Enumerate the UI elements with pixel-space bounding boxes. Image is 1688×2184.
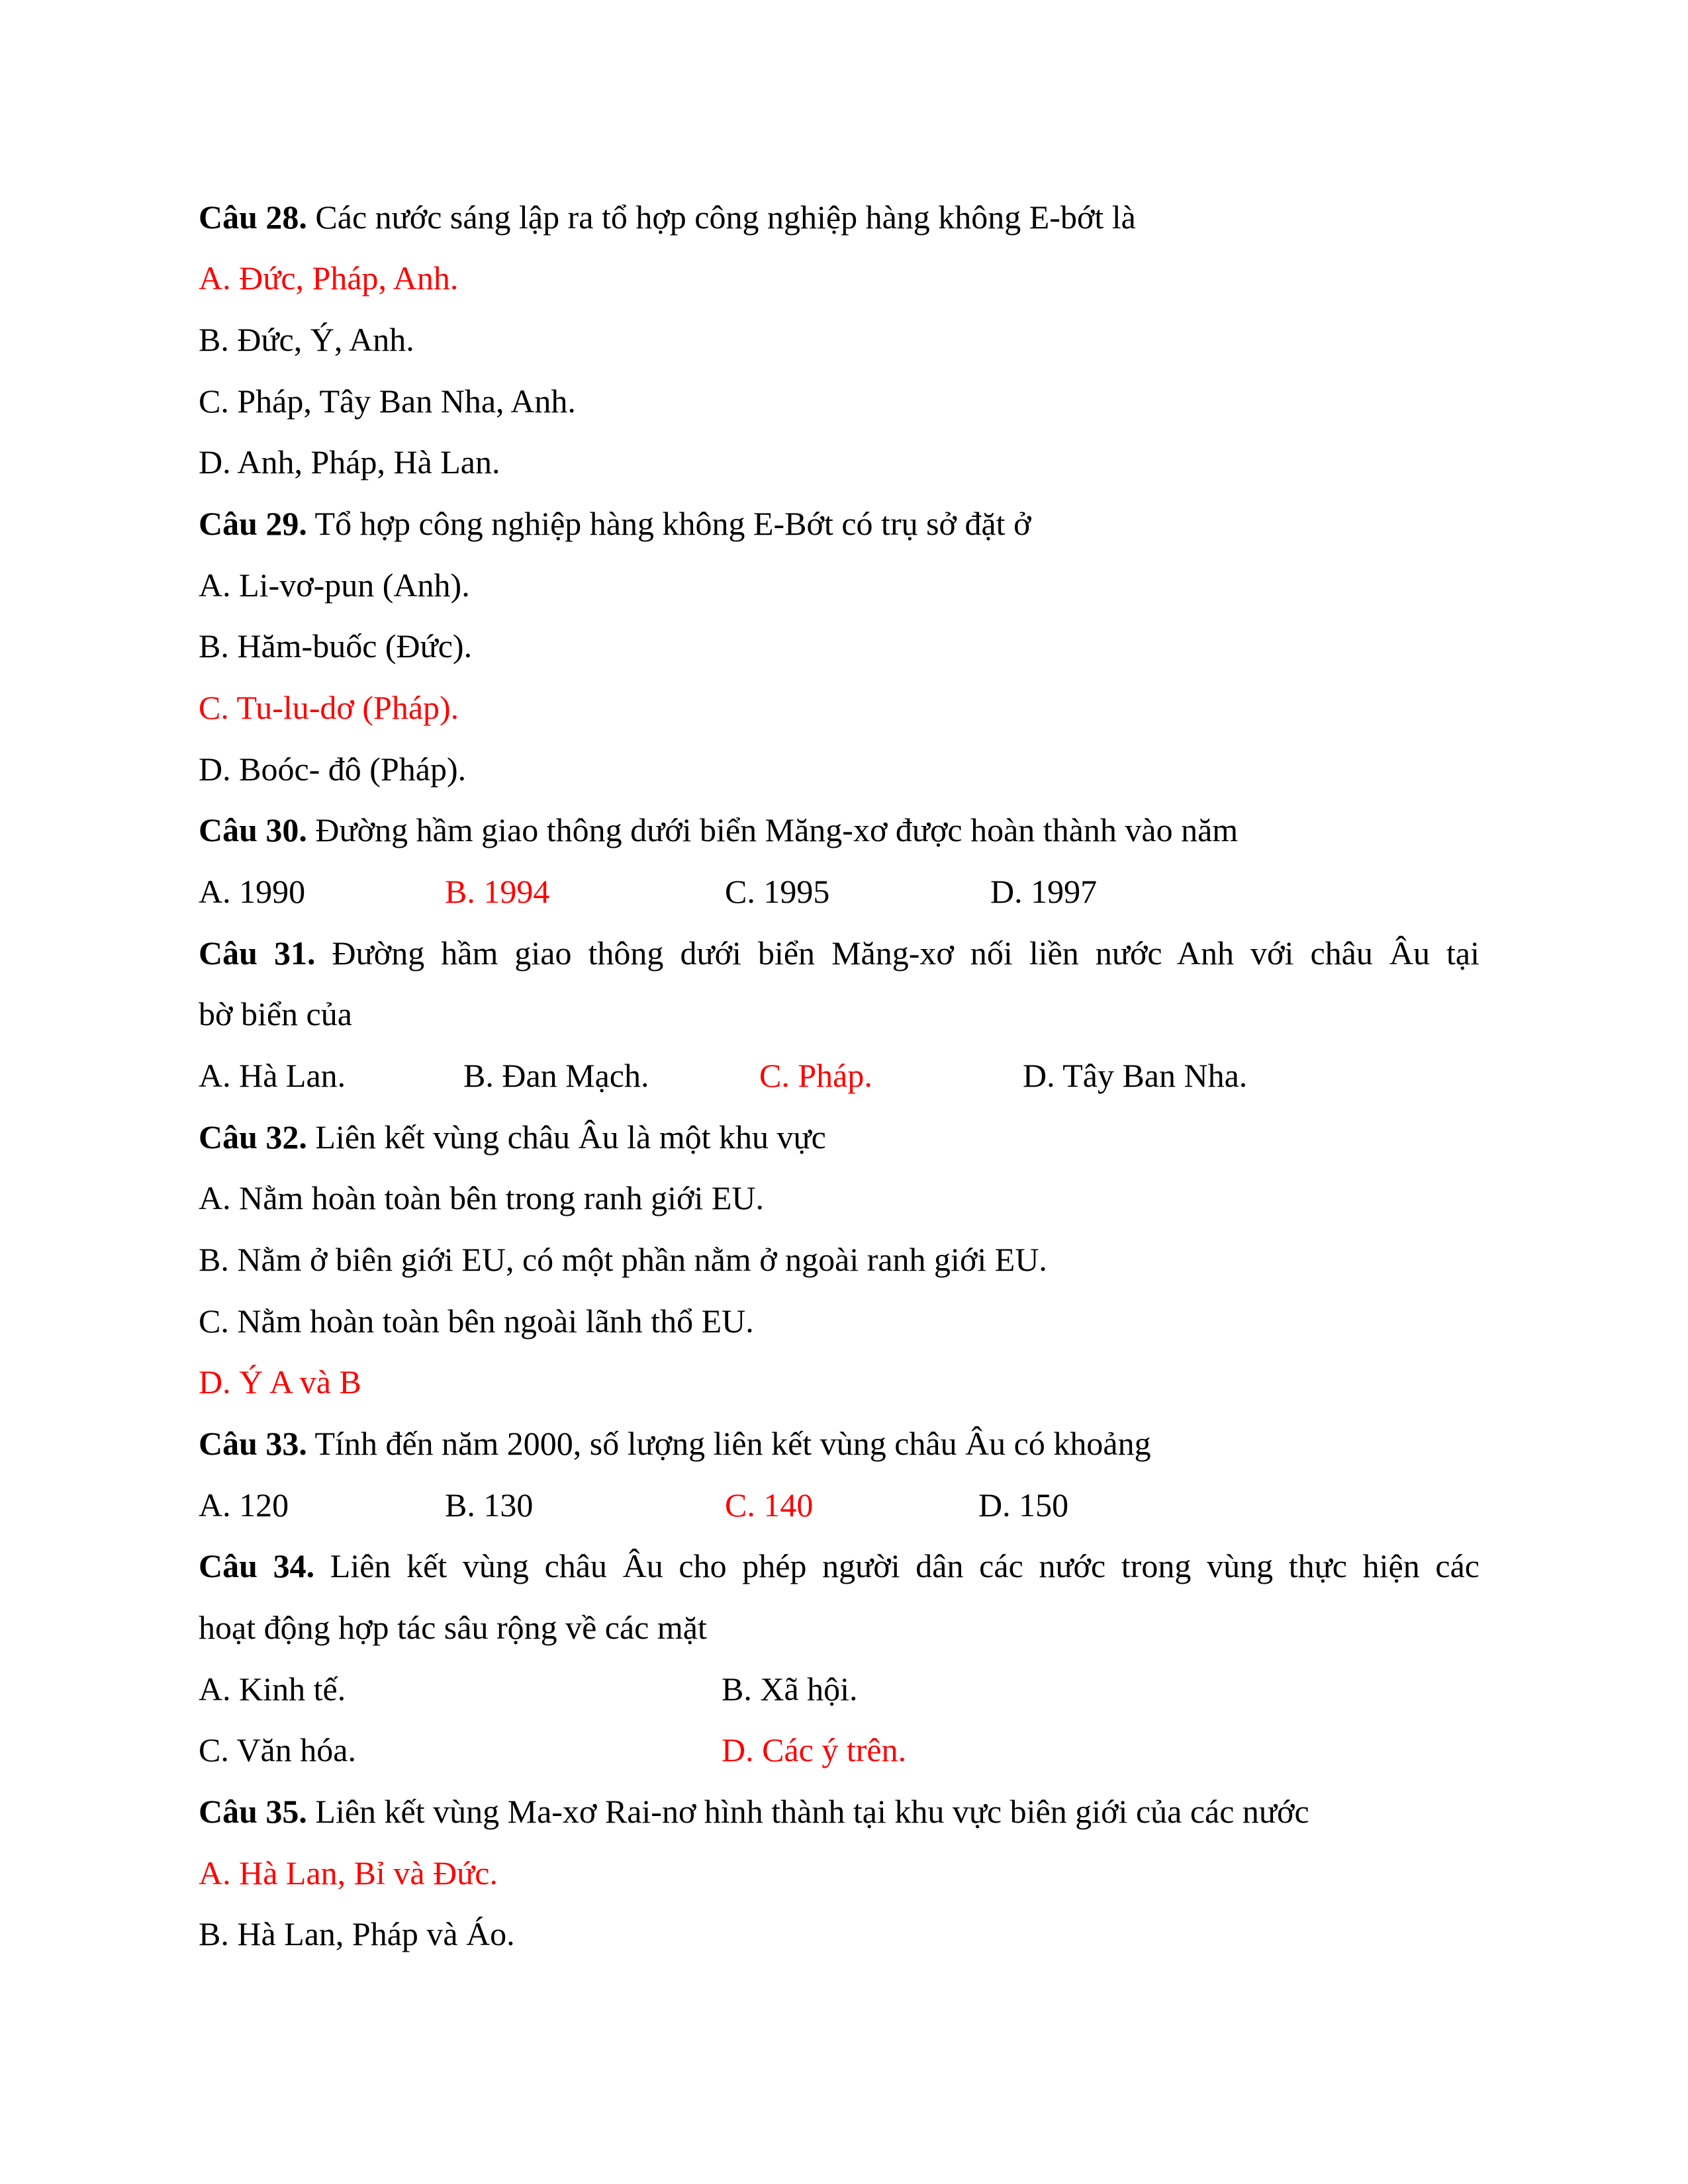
question-33-option-a: A. 120	[199, 1486, 289, 1524]
question-28-option-d: D. Anh, Pháp, Hà Lan.	[199, 443, 500, 480]
question-34	[199, 1546, 1479, 1586]
question-34-label: Câu 34.	[199, 1547, 315, 1584]
question-30-option-d: D. 1997	[990, 873, 1098, 910]
question-35-label: Câu 35.	[199, 1793, 307, 1830]
question-35-text: Liên kết vùng Ma-xơ Rai-nơ hình thành tại khu vực biên giới của các nước	[315, 1793, 1309, 1830]
question-30-label: Câu 30.	[199, 811, 307, 848]
question-28-option-a: A. Đức, Pháp, Anh.	[199, 259, 459, 296]
question-30	[199, 810, 1238, 850]
question-32	[199, 1117, 826, 1157]
question-29-text: Tổ hợp công nghiệp hàng không E-Bớt có trụ sở đặt ở	[314, 505, 1031, 542]
question-33-option-d: D. 150	[978, 1486, 1069, 1524]
question-33	[199, 1424, 1151, 1463]
question-34-option-c: C. Văn hóa.	[199, 1731, 356, 1768]
question-30-option-b: B. 1994	[445, 873, 550, 910]
question-34-text-line2: hoạt động hợp tác sâu rộng về các mặt	[199, 1609, 707, 1646]
question-33-option-b: B. 130	[445, 1486, 534, 1524]
question-31-option-d: D. Tây Ban Nha.	[1023, 1057, 1248, 1094]
question-34-option-b: B. Xã hội.	[722, 1670, 858, 1707]
question-32-option-b: B. Nằm ở biên giới EU, có một phần nằm ở ngoài ranh giới EU.	[199, 1241, 1047, 1278]
question-31-option-a: A. Hà Lan.	[199, 1057, 346, 1094]
question-35-option-b: B. Hà Lan, Pháp và Áo.	[199, 1915, 515, 1952]
question-28-option-b: B. Đức, Ý, Anh.	[199, 321, 414, 358]
question-29-option-d: D. Boóc- đô (Pháp).	[199, 751, 467, 788]
question-29-option-a: A. Li-vơ-pun (Anh).	[199, 567, 470, 604]
question-28-text: Các nước sáng lập ra tổ hợp công nghiệp hàng không E-bớt là	[315, 199, 1136, 236]
question-32-option-d: D. Ý A và B	[199, 1363, 361, 1400]
question-31-option-c: C. Pháp.	[759, 1057, 872, 1094]
question-34-option-a: A. Kinh tế.	[199, 1670, 346, 1707]
question-32-label: Câu 32.	[199, 1118, 307, 1156]
question-29-label: Câu 29.	[199, 505, 307, 542]
question-32-text: Liên kết vùng châu Âu là một khu vực	[315, 1118, 826, 1156]
question-31-text-line2: bờ biển của	[199, 995, 352, 1032]
question-35	[199, 1792, 1309, 1831]
question-33-option-c: C. 140	[725, 1486, 814, 1524]
question-35-option-a: A. Hà Lan, Bỉ và Đức.	[199, 1854, 498, 1891]
question-33-label: Câu 33.	[199, 1425, 307, 1462]
question-32-option-c: C. Nằm hoàn toàn bên ngoài lãnh thổ EU.	[199, 1302, 754, 1340]
question-34-option-d: D. Các ý trên.	[722, 1731, 907, 1768]
question-29	[199, 504, 1031, 543]
question-34-text-line1: Liên kết vùng châu Âu cho phép người dân các nước trong vùng thực hiện các	[330, 1547, 1479, 1584]
question-28-label: Câu 28.	[199, 199, 307, 236]
question-28-option-c: C. Pháp, Tây Ban Nha, Anh.	[199, 383, 576, 420]
question-31-option-b: B. Đan Mạch.	[463, 1057, 649, 1094]
question-31	[199, 933, 1479, 973]
question-31-label: Câu 31.	[199, 934, 316, 972]
question-30-option-c: C. 1995	[725, 873, 830, 910]
question-33-text: Tính đến năm 2000, số lượng liên kết vùng châu Âu có khoảng	[314, 1425, 1151, 1462]
question-31-text-line1: Đường hầm giao thông dưới biển Măng-xơ nối liền nước Anh với châu Âu tại	[332, 934, 1480, 972]
question-29-option-b: B. Hăm-buốc (Đức).	[199, 627, 473, 664]
question-30-text: Đường hầm giao thông dưới biển Măng-xơ được hoàn thành vào năm	[315, 811, 1239, 848]
question-30-option-a: A. 1990	[199, 873, 306, 910]
question-32-option-a: A. Nằm hoàn toàn bên trong ranh giới EU.	[199, 1179, 765, 1216]
question-28	[199, 197, 1136, 237]
question-29-option-c: C. Tu-lu-dơ (Pháp).	[199, 689, 459, 726]
